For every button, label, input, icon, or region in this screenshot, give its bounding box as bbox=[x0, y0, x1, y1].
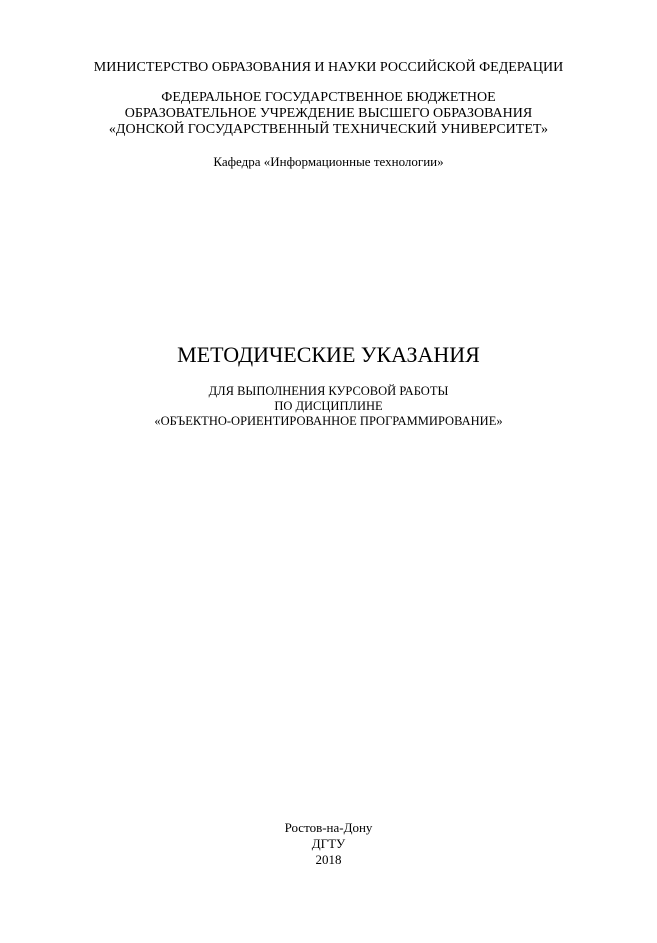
institution-line-1: ФЕДЕРАЛЬНОЕ ГОСУДАРСТВЕННОЕ БЮДЖЕТНОЕ bbox=[161, 90, 496, 105]
subtitle-line-3: «ОБЪЕКТНО-ОРИЕНТИРОВАННОЕ ПРОГРАММИРОВАНИЕ» bbox=[154, 414, 503, 428]
document-title: МЕТОДИЧЕСКИЕ УКАЗАНИЯ bbox=[177, 342, 480, 367]
publisher-line: ДГТУ bbox=[311, 836, 346, 851]
city-line: Ростов-на-Дону bbox=[284, 820, 373, 835]
subtitle-line-2: ПО ДИСЦИПЛИНЕ bbox=[274, 399, 383, 413]
institution-line-3: «ДОНСКОЙ ГОСУДАРСТВЕННЫЙ ТЕХНИЧЕСКИЙ УНИВЕРСИТЕТ» bbox=[108, 122, 549, 137]
department-line: Кафедра «Информационные технологии» bbox=[213, 154, 444, 169]
institution-line-2: ОБРАЗОВАТЕЛЬНОЕ УЧРЕЖДЕНИЕ ВЫСШЕГО ОБРАЗОВАНИЯ bbox=[124, 106, 533, 121]
ministry-line: МИНИСТЕРСТВО ОБРАЗОВАНИЯ И НАУКИ РОССИЙСКОЙ ФЕДЕРАЦИИ bbox=[93, 60, 564, 75]
subtitle-line-1: ДЛЯ ВЫПОЛНЕНИЯ КУРСОВОЙ РАБОТЫ bbox=[208, 384, 449, 398]
year-line: 2018 bbox=[315, 852, 342, 867]
